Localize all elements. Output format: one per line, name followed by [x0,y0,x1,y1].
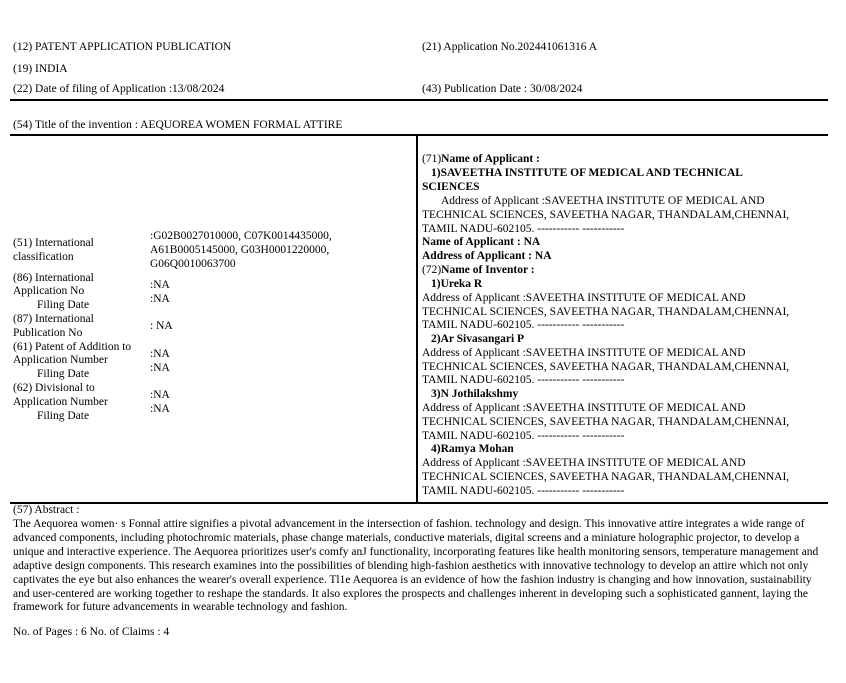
divisional-label: (62) Divisional to [13,382,95,394]
addition-label: (61) Patent of Addition to [13,341,132,353]
application-number: (21) Application No.202441061316 A [422,41,598,53]
filing-date: (22) Date of filing of Application :13/08/2024 [13,83,225,95]
inventor-address-2: TECHNICAL SCIENCES, SAVEETHA NAGAR, THANDALAM,CHENNAI, [422,306,790,318]
inventor-address-3: TAMIL NADU-602105. ----------- ----------- [422,319,625,331]
intl-app-label-2: Application No [13,285,85,297]
abstract-rule [10,502,828,504]
invention-title: (54) Title of the invention : AEQUOREA WOMEN FORMAL ATTIRE [13,119,343,131]
header-rule [10,99,828,101]
page-claims-count: No. of Pages : 6 No. of Claims : 4 [13,626,170,638]
intl-class-label: (51) International [13,237,94,249]
inventor-name: 3)N Jothilakshmy [431,388,519,400]
intl-pub-label: (87) International [13,313,94,325]
intl-app-label: (86) International [13,272,94,284]
inventor-address-2: TECHNICAL SCIENCES, SAVEETHA NAGAR, THANDALAM,CHENNAI, [422,471,790,483]
applicant-address-2: TECHNICAL SCIENCES, SAVEETHA NAGAR, THANDALAM,CHENNAI, [422,209,790,221]
intl-class-value: :G02B0027010000, C07K0014435000, [150,230,332,242]
intl-app-filing-value: :NA [150,293,170,305]
inventor-address: Address of Applicant :SAVEETHA INSTITUTE OF MEDICAL AND [422,457,746,469]
applicant-name-2: SCIENCES [422,181,480,193]
divisional-label-2: Application Number [13,396,108,408]
addition-filing-value: :NA [150,362,170,374]
addition-value: :NA [150,348,170,360]
publication-type: (12) PATENT APPLICATION PUBLICATION [13,41,232,53]
intl-class-value-2: A61B0005145000, G03H0001220000, [150,244,330,256]
applicant-heading [422,153,540,165]
intl-app-label-3: Filing Date [37,299,90,311]
inventor-address-3: TAMIL NADU-602105. ----------- ----------- [422,485,625,497]
intl-app-value: :NA [150,279,170,291]
divisional-value: :NA [150,389,170,401]
abstract-text: The Aequorea women· s Fonnal attire signifies a pivotal advancement in the intersection of fashion. technology and design. This innovative attire integrates a wide range of advanced components, including photochromic materials, phase change materials, conductive materials, digital screens and a miniature holographic projector, to develop a unique and interactive experience. The Aequorea prioritizes user's comfy anJ functionality, incorporating features like health monitoring sensors, temperature management and adaptive design components. This research examines into the possibilities of blending high-fashion aesthetics with innovative technology to develop an attire which not only captivates the eye but also enhances the wearer's overall experience. Tl1e Aequorea is an evidence of how the fashion industry is changing and how innovation, sustainability and user-centered are working together to reshape the standards. It also explores the prospects and challenges inherent in developing such a sophisticated gannent, laying the framework for future advancements in wearable technology and fashion. [13,518,819,614]
inventor-name: 1)Ureka R [431,278,483,290]
intl-pub-value: : NA [150,320,173,332]
applicant-name-na: Name of Applicant : NA [422,236,541,248]
intl-class-label-2: classification [13,251,74,263]
inventor-address-2: TECHNICAL SCIENCES, SAVEETHA NAGAR, THANDALAM,CHENNAI, [422,416,790,428]
inventor-name: 2)Ar Sivasangari P [431,333,525,345]
applicant-address-na: Address of Applicant : NA [422,250,552,262]
addition-label-2: Application Number [13,354,108,366]
inventor-address: Address of Applicant :SAVEETHA INSTITUTE OF MEDICAL AND [422,402,746,414]
publication-date: (43) Publication Date : 30/08/2024 [422,83,583,95]
inventor-name: 4)Ramya Mohan [431,443,514,455]
applicant-heading-text: Name of Applicant : [441,153,540,165]
divisional-filing-value: :NA [150,403,170,415]
inventor-heading-text: Name of Inventor : [441,264,535,276]
inventor-address: Address of Applicant :SAVEETHA INSTITUTE OF MEDICAL AND [422,292,746,304]
inventor-heading-prefix: (72) [422,264,442,276]
divisional-label-3: Filing Date [37,410,90,422]
inventor-address: Address of Applicant :SAVEETHA INSTITUTE OF MEDICAL AND [422,347,746,359]
applicant-address: Address of Applicant :SAVEETHA INSTITUTE OF MEDICAL AND [441,195,765,207]
country: (19) INDIA [13,63,68,75]
inventor-heading [422,264,535,276]
intl-class-value-3: G06Q0010063700 [150,258,236,270]
inventor-address-3: TAMIL NADU-602105. ----------- ----------- [422,374,625,386]
inventor-address-2: TECHNICAL SCIENCES, SAVEETHA NAGAR, THANDALAM,CHENNAI, [422,361,790,373]
addition-label-3: Filing Date [37,368,90,380]
title-rule [10,134,828,136]
column-divider [416,134,418,503]
intl-pub-label-2: Publication No [13,327,83,339]
applicant-address-3: TAMIL NADU-602105. ----------- ----------- [422,223,625,235]
abstract-heading: (57) Abstract : [13,504,80,516]
applicant-name: 1)SAVEETHA INSTITUTE OF MEDICAL AND TECHNICAL [431,167,743,179]
applicant-heading-prefix: (71) [422,153,442,165]
inventor-address-3: TAMIL NADU-602105. ----------- ----------- [422,430,625,442]
